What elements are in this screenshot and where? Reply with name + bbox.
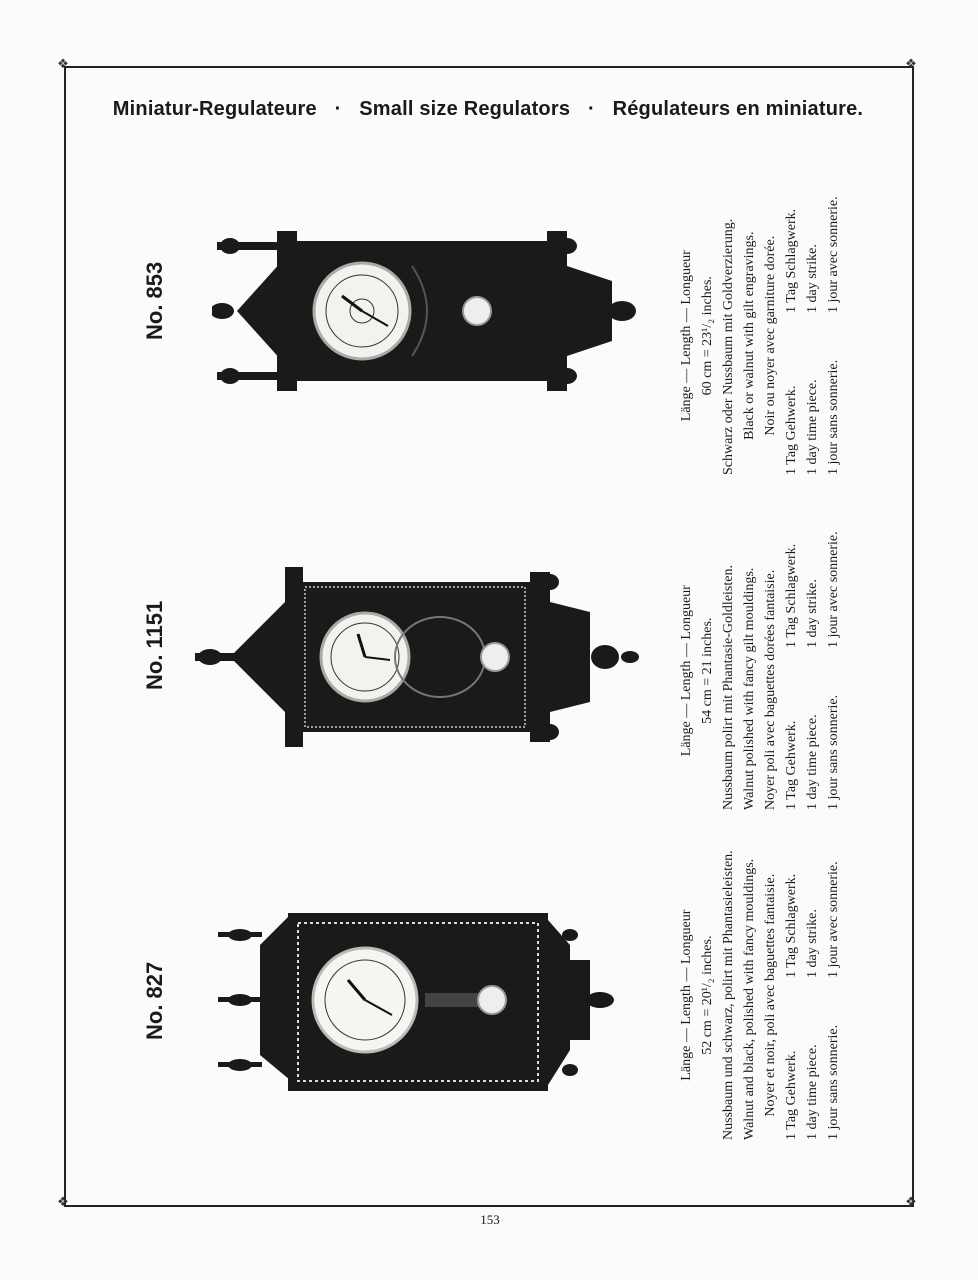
spec-block-1151: [676, 531, 844, 810]
finish-french: Noyer poli avec baguettes dorées fantaisie.: [763, 569, 778, 810]
length-label: Länge — Length — Longueur: [679, 585, 694, 757]
model-number: No. 827: [142, 961, 167, 1040]
movement-time: 1 day time piece.: [805, 714, 820, 810]
finish-german: Schwarz oder Nussbaum mit Goldverzierung.: [721, 218, 736, 475]
page-title: [60, 98, 916, 121]
page-number: 153: [480, 1212, 500, 1227]
movement-strike: 1 Tag Schlagwerk.: [784, 543, 799, 648]
finish-french: Noir ou noyer avec garniture dorée.: [763, 235, 778, 436]
movement-row: [823, 196, 844, 475]
length-value: 60 cm = 23¹/₂ inches.: [700, 276, 715, 396]
movement-strike: 1 day strike.: [805, 909, 820, 978]
movement-row: [823, 531, 844, 810]
movement-strike: 1 jour avec sonnerie.: [826, 531, 841, 648]
corner-ornament-icon: ❖: [905, 1195, 917, 1210]
movement-strike: 1 jour avec sonnerie.: [826, 861, 841, 978]
movement-time: 1 Tag Gehwerk.: [784, 720, 799, 810]
movement-row: [781, 531, 802, 810]
spec-block-827: [676, 850, 844, 1140]
title-german: Miniatur-Regulateure: [112, 98, 317, 120]
model-number: No. 1151: [142, 600, 167, 690]
title-separator: ·: [334, 98, 342, 120]
corner-ornament-icon: ❖: [57, 1195, 69, 1210]
movement-time: 1 Tag Gehwerk.: [784, 385, 799, 475]
finish-english: Black or walnut with gilt engravings.: [742, 231, 757, 440]
movement-row: [802, 531, 823, 810]
movement-time: 1 jour sans sonnerie.: [826, 1024, 841, 1140]
finish-french: Noyer et noir, poli avec baguettes fantaisie.: [763, 873, 778, 1117]
movement-time: 1 jour sans sonnerie.: [826, 694, 841, 810]
spec-block-853: [676, 196, 844, 475]
finish-english: Walnut and black, polished with fancy mouldings.: [742, 858, 757, 1140]
clock-illustration-853: [212, 226, 642, 396]
movement-time: 1 day time piece.: [805, 1044, 820, 1140]
length-label: Länge — Length — Longueur: [679, 250, 694, 422]
finish-german: Nussbaum polirt mit Phantasie-Goldleisten.: [721, 565, 736, 810]
title-separator: ·: [587, 98, 595, 120]
corner-ornament-icon: ❖: [57, 57, 69, 72]
movement-strike: 1 Tag Schlagwerk.: [784, 873, 799, 978]
movement-time: 1 jour sans sonnerie.: [826, 359, 841, 475]
title-english: Small size Regulators: [359, 98, 571, 120]
clock-illustration-827: [210, 905, 630, 1095]
movement-row: [781, 850, 802, 1140]
movement-time: 1 Tag Gehwerk.: [784, 1050, 799, 1140]
movement-time: 1 day time piece.: [805, 379, 820, 475]
movement-row: [781, 196, 802, 475]
movement-row: [802, 850, 823, 1140]
movement-strike: 1 jour avec sonnerie.: [826, 196, 841, 313]
finish-german: Nussbaum und schwarz, polirt mit Phantasieleisten.: [721, 850, 736, 1140]
finish-english: Walnut polished with fancy gilt mouldings.: [742, 567, 757, 810]
movement-strike: 1 day strike.: [805, 579, 820, 648]
length-label: Länge — Length — Longueur: [679, 909, 694, 1081]
movement-row: [823, 850, 844, 1140]
corner-ornament-icon: ❖: [905, 57, 917, 72]
length-value: 52 cm = 20¹/₂ inches.: [700, 935, 715, 1055]
model-number: No. 853: [142, 261, 167, 340]
movement-strike: 1 day strike.: [805, 244, 820, 313]
movement-row: [802, 196, 823, 475]
clock-illustration-1151: [190, 562, 650, 750]
title-french: Régulateurs en miniature.: [612, 98, 864, 120]
movement-strike: 1 Tag Schlagwerk.: [784, 208, 799, 313]
length-value: 54 cm = 21 inches.: [700, 617, 715, 724]
